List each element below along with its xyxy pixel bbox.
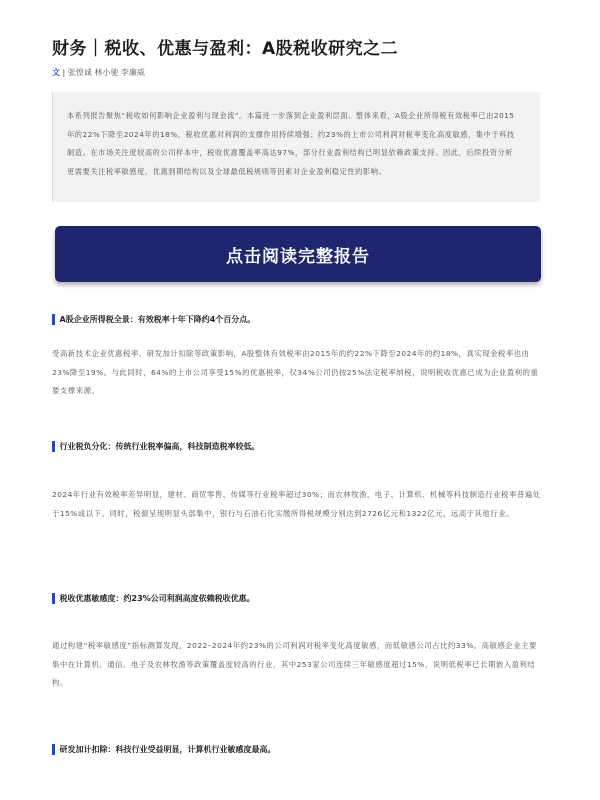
section-heading-2 [52,440,260,453]
section-heading-text: A股企业所得税全景：有效税率十年下降约4个百分点。 [59,315,256,324]
section-heading-1 [52,313,255,326]
author-names: | 张惶诚 林小驰 李廉威 [62,68,145,77]
author-prefix: 文 [52,68,60,77]
section-marker [52,744,55,755]
summary-box [52,92,540,202]
section-heading-text: 行业税负分化：传统行业税率偏高，科技制造税率较低。 [59,442,260,451]
section-heading-4 [52,743,276,756]
author-line [52,67,145,78]
section-heading-3 [52,592,255,605]
section-body-1: 受高新技术企业优惠税率、研发加计扣除等政策影响，A股整体有效税率由2015年的约22%下降至2024年的约18%，真实现金税率也由23%降至19%。与此同时，64%的上市公司享受15%的优惠税率，仅34%公司仍按25%法定税率纳税，说明税收优惠已成为企业盈利的重要支撑来源。 [52,349,539,395]
read-full-report-button[interactable]: 点击阅读完整报告 [55,226,541,282]
section-marker [52,593,55,604]
section-marker [52,441,55,452]
section-body-3: 通过构建“税率敏感度”指标测算发现，2022–2024年约23%的公司利润对税率变化高度敏感，而低敏感公司占比约33%。高敏感企业主要集中在计算机、通信、电子及农林牧渔等政策覆盖度较高的行业，其中253家公司连续三年敏感度超过15%，说明低税率已长期嵌入盈利结构。 [52,641,537,687]
section-heading-text: 税收优惠敏感度：约23%公司利润高度依赖税收优惠。 [59,594,255,603]
summary-text: 本系列报告聚焦“税收如何影响企业盈利与现金流”。本篇进一步落到企业盈利层面。整体来看，A股企业所得税有效税率已由2015年的22%下降至2024年的18%，税收优惠对利润的支撑作用持续增强；约23%的上市公司利润对税率变化高度敏感，集中于科技制造。在市场关注度较高的公司样本中，税收优惠覆盖率高达97%，部分行业盈利结构已明显依赖政策支持。因此，后续投资分析更需要关注税率敏感度、优惠到期结构以及全球最低税规则等因素对企业盈利稳定性的影响。 [67,111,515,176]
section-heading-text: 研发加计扣除：科技行业受益明显，计算机行业敏感度最高。 [59,745,276,754]
section-marker [52,314,55,325]
section-body-2: 2024年行业有效税率差异明显，建材、商贸零售、传媒等行业税率超过30%；而农林牧渔、电子、计算机、机械等科技制造行业税率普遍处于15%或以下。同时，税源呈现明显头部集中，银行与石油石化实缴所得税规模分别达到2726亿元和1322亿元，远高于其他行业。 [52,490,541,518]
page-title: 财务｜税收、优惠与盈利：A股税收研究之二 [52,39,399,59]
